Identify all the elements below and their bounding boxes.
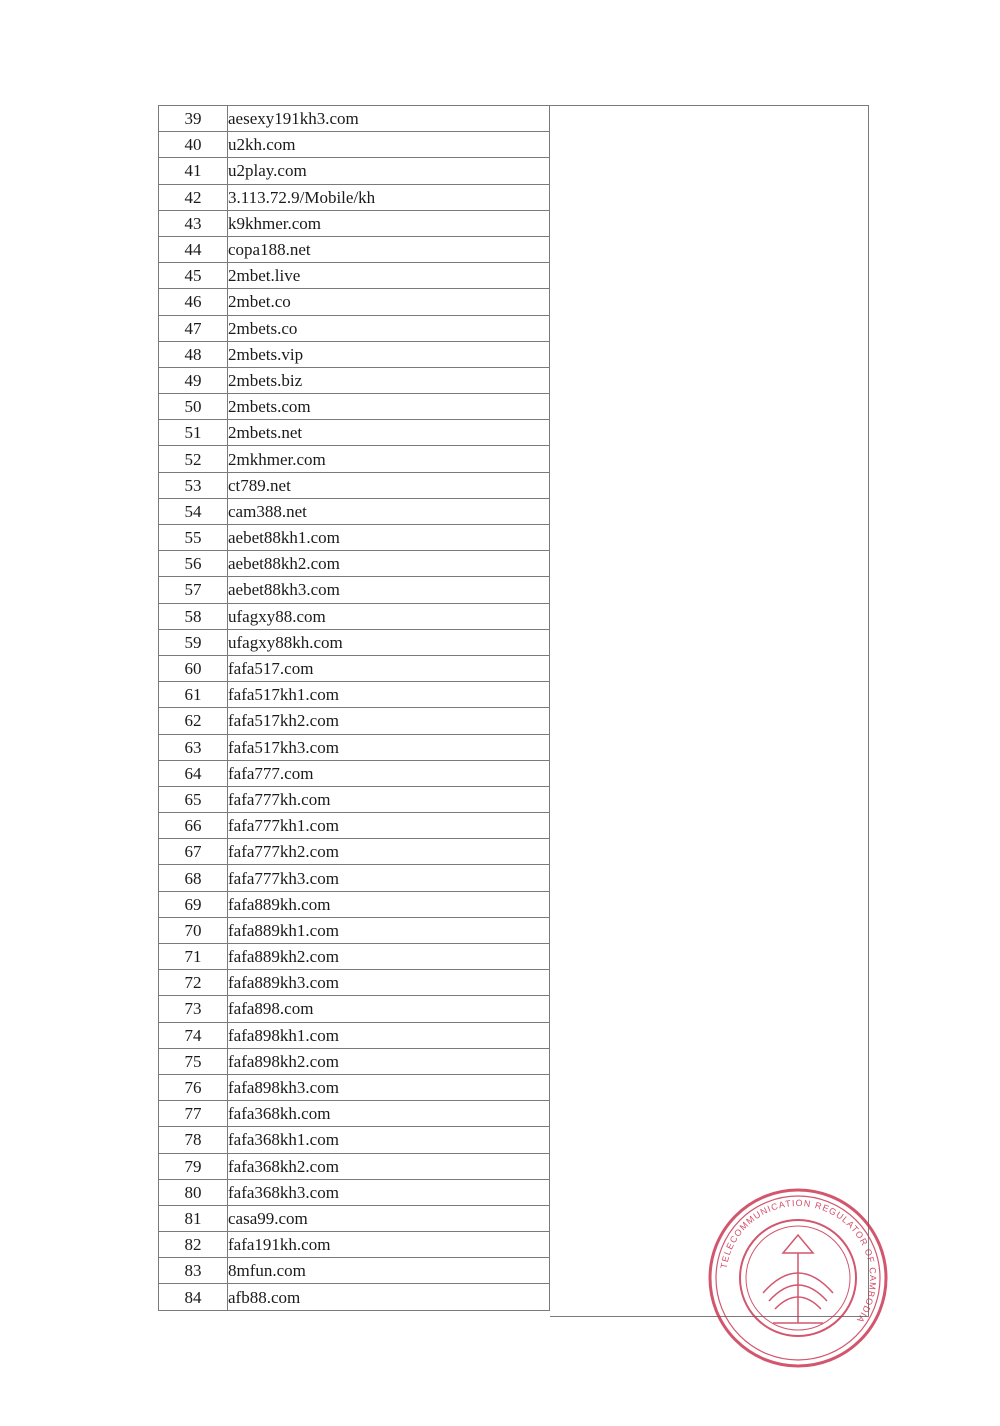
official-seal-icon (703, 1183, 893, 1373)
table-row (159, 315, 550, 341)
row-number: 70 (159, 917, 228, 943)
table-row (159, 577, 550, 603)
table-row (159, 996, 550, 1022)
row-number: 66 (159, 813, 228, 839)
row-number: 77 (159, 1101, 228, 1127)
table-row (159, 944, 550, 970)
domain-cell: casa99.com (228, 1205, 550, 1231)
row-number: 81 (159, 1205, 228, 1231)
domain-cell: u2kh.com (228, 132, 550, 158)
row-number: 40 (159, 132, 228, 158)
domain-cell: fafa368kh1.com (228, 1127, 550, 1153)
table-row (159, 341, 550, 367)
row-number: 82 (159, 1232, 228, 1258)
table-row (159, 603, 550, 629)
domain-cell: fafa368kh2.com (228, 1153, 550, 1179)
table-row (159, 1074, 550, 1100)
row-number: 44 (159, 236, 228, 262)
row-number: 51 (159, 420, 228, 446)
table-row (159, 1153, 550, 1179)
row-number: 39 (159, 106, 228, 132)
row-number: 65 (159, 786, 228, 812)
table-row (159, 839, 550, 865)
table-row (159, 1101, 550, 1127)
row-number: 43 (159, 210, 228, 236)
row-number: 78 (159, 1127, 228, 1153)
row-number: 54 (159, 498, 228, 524)
table-row (159, 446, 550, 472)
row-number: 58 (159, 603, 228, 629)
domain-table-body (159, 106, 550, 1311)
table-row (159, 1284, 550, 1310)
row-number: 55 (159, 525, 228, 551)
domain-cell: fafa777kh.com (228, 786, 550, 812)
row-number: 42 (159, 184, 228, 210)
table-row (159, 551, 550, 577)
domain-cell: aesexy191kh3.com (228, 106, 550, 132)
domain-table-sheet (158, 105, 870, 1315)
domain-cell: fafa368kh.com (228, 1101, 550, 1127)
domain-cell: fafa517kh1.com (228, 682, 550, 708)
table-row (159, 132, 550, 158)
row-number: 72 (159, 970, 228, 996)
domain-cell: fafa898.com (228, 996, 550, 1022)
row-number: 49 (159, 367, 228, 393)
row-number: 64 (159, 760, 228, 786)
table-row (159, 917, 550, 943)
table-row (159, 1127, 550, 1153)
table-row (159, 1258, 550, 1284)
table-row (159, 210, 550, 236)
table-row (159, 865, 550, 891)
row-number: 69 (159, 891, 228, 917)
domain-cell: 3.113.72.9/Mobile/kh (228, 184, 550, 210)
row-number: 56 (159, 551, 228, 577)
table-row (159, 1232, 550, 1258)
domain-cell: fafa517kh3.com (228, 734, 550, 760)
table-row (159, 708, 550, 734)
domain-cell: 8mfun.com (228, 1258, 550, 1284)
table-row (159, 734, 550, 760)
table-row (159, 525, 550, 551)
domain-cell: ufagxy88.com (228, 603, 550, 629)
table-row (159, 891, 550, 917)
domain-cell: 2mbets.vip (228, 341, 550, 367)
domain-cell: fafa898kh2.com (228, 1048, 550, 1074)
blank-remarks-column (550, 105, 869, 1317)
domain-cell: fafa889kh1.com (228, 917, 550, 943)
domain-cell: fafa889kh.com (228, 891, 550, 917)
domain-cell: fafa777kh3.com (228, 865, 550, 891)
row-number: 84 (159, 1284, 228, 1310)
row-number: 62 (159, 708, 228, 734)
table-row (159, 367, 550, 393)
table-row (159, 498, 550, 524)
table-row (159, 970, 550, 996)
table-row (159, 1048, 550, 1074)
domain-cell: fafa889kh3.com (228, 970, 550, 996)
domain-cell: afb88.com (228, 1284, 550, 1310)
row-number: 47 (159, 315, 228, 341)
table-row (159, 1022, 550, 1048)
table-row (159, 655, 550, 681)
row-number: 60 (159, 655, 228, 681)
table-row (159, 420, 550, 446)
domain-cell: 2mbet.co (228, 289, 550, 315)
domain-cell: fafa777kh2.com (228, 839, 550, 865)
table-row (159, 472, 550, 498)
domain-cell: fafa191kh.com (228, 1232, 550, 1258)
row-number: 59 (159, 629, 228, 655)
table-row (159, 760, 550, 786)
table-row (159, 184, 550, 210)
domain-cell: copa188.net (228, 236, 550, 262)
row-number: 80 (159, 1179, 228, 1205)
table-row (159, 1205, 550, 1231)
domain-cell: 2mbets.co (228, 315, 550, 341)
table-row (159, 813, 550, 839)
domain-cell: aebet88kh3.com (228, 577, 550, 603)
row-number: 73 (159, 996, 228, 1022)
row-number: 46 (159, 289, 228, 315)
table-row (159, 682, 550, 708)
domain-cell: aebet88kh2.com (228, 551, 550, 577)
row-number: 68 (159, 865, 228, 891)
row-number: 79 (159, 1153, 228, 1179)
row-number: 53 (159, 472, 228, 498)
domain-cell: 2mkhmer.com (228, 446, 550, 472)
row-number: 63 (159, 734, 228, 760)
domain-cell: cam388.net (228, 498, 550, 524)
domain-cell: fafa368kh3.com (228, 1179, 550, 1205)
row-number: 45 (159, 263, 228, 289)
row-number: 75 (159, 1048, 228, 1074)
domain-cell: 2mbet.live (228, 263, 550, 289)
row-number: 61 (159, 682, 228, 708)
domain-table (158, 105, 550, 1311)
domain-cell: aebet88kh1.com (228, 525, 550, 551)
row-number: 71 (159, 944, 228, 970)
domain-cell: fafa517.com (228, 655, 550, 681)
row-number: 52 (159, 446, 228, 472)
domain-cell: fafa777kh1.com (228, 813, 550, 839)
row-number: 41 (159, 158, 228, 184)
table-row (159, 786, 550, 812)
table-row (159, 394, 550, 420)
domain-cell: ct789.net (228, 472, 550, 498)
table-row (159, 263, 550, 289)
domain-cell: 2mbets.com (228, 394, 550, 420)
domain-cell: fafa517kh2.com (228, 708, 550, 734)
table-row (159, 106, 550, 132)
row-number: 76 (159, 1074, 228, 1100)
row-number: 74 (159, 1022, 228, 1048)
table-row (159, 1179, 550, 1205)
domain-cell: 2mbets.net (228, 420, 550, 446)
row-number: 67 (159, 839, 228, 865)
domain-cell: fafa777.com (228, 760, 550, 786)
domain-cell: k9khmer.com (228, 210, 550, 236)
seal-text: TELECOMMUNICATION REGULATOR OF CAMBODIA (718, 1197, 879, 1326)
domain-cell: u2play.com (228, 158, 550, 184)
table-row (159, 289, 550, 315)
domain-cell: 2mbets.biz (228, 367, 550, 393)
table-row (159, 158, 550, 184)
domain-cell: ufagxy88kh.com (228, 629, 550, 655)
row-number: 83 (159, 1258, 228, 1284)
row-number: 57 (159, 577, 228, 603)
domain-cell: fafa889kh2.com (228, 944, 550, 970)
table-row (159, 629, 550, 655)
row-number: 48 (159, 341, 228, 367)
table-row (159, 236, 550, 262)
domain-cell: fafa898kh1.com (228, 1022, 550, 1048)
domain-cell: fafa898kh3.com (228, 1074, 550, 1100)
row-number: 50 (159, 394, 228, 420)
